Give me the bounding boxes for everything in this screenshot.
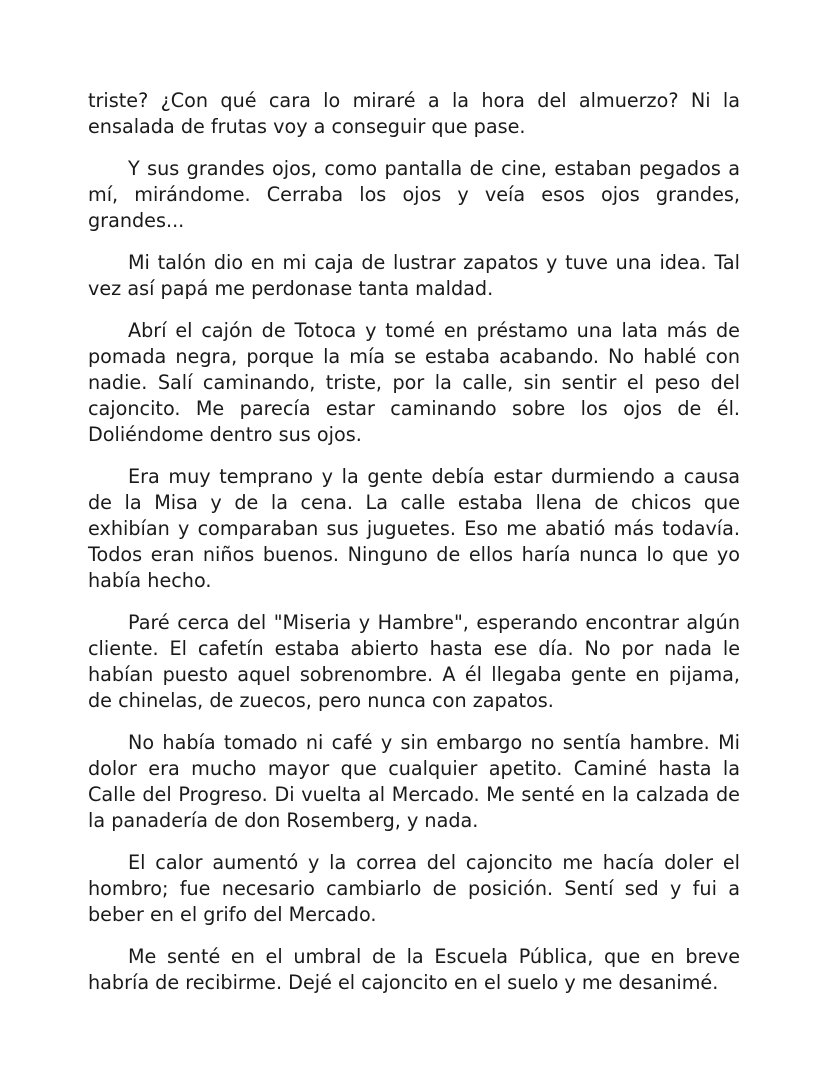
paragraph-8: El calor aumentó y la correa del cajoncito me hacía doler el hombro; fue necesario cambiarlo de posición. Sentí sed y fui a beber en el grifo del Mercado. (88, 851, 740, 926)
paragraph-7: No había tomado ni café y sin embargo no sentía hambre. Mi dolor era mucho mayor que cualquier apetito. Caminé hasta la Calle del Progreso. Di vuelta al Mercado. Me senté en la calzada de la panadería de don Rosemberg, y nada. (88, 731, 740, 832)
paragraph-1: triste? ¿Con qué cara lo miraré a la hora del almuerzo? Ni la ensalada de frutas voy a conseguir que pase. (88, 89, 740, 138)
paragraph-9: Me senté en el umbral de la Escuela Pública, que en breve habría de recibirme. Dejé el cajoncito en el suelo y me desanimé. (88, 945, 740, 994)
paragraph-2: Y sus grandes ojos, como pantalla de cine, estaban pegados a mí, mirándome. Cerraba los ojos y veía esos ojos grandes, grandes... (88, 157, 740, 232)
paragraph-4: Abrí el cajón de Totoca y tomé en préstamo una lata más de pomada negra, porque la mía se estaba acabando. No hablé con nadie. Salí caminando, triste, por la calle, sin sentir el peso del cajoncito. Me parecía estar caminando sobre los ojos de él. Doliéndome dentro sus ojos. (88, 319, 740, 446)
paragraph-3: Mi talón dio en mi caja de lustrar zapatos y tuve una idea. Tal vez así papá me perdonase tanta maldad. (88, 251, 740, 300)
document-page (88, 88, 740, 996)
paragraph-5: Era muy temprano y la gente debía estar durmiendo a causa de la Misa y de la cena. La calle estaba llena de chicos que exhibían y comparaban sus juguetes. Eso me abatió más todavía. Todos eran niños buenos. Ninguno de ellos haría nunca lo que yo había hecho. (88, 465, 740, 592)
paragraph-6: Paré cerca del "Miseria y Hambre", esperando encontrar algún cliente. El cafetín estaba abierto hasta ese día. No por nada le habían puesto aquel sobrenombre. A él llegaba gente en pijama, de chinelas, de zuecos, pero nunca con zapatos. (88, 611, 740, 712)
